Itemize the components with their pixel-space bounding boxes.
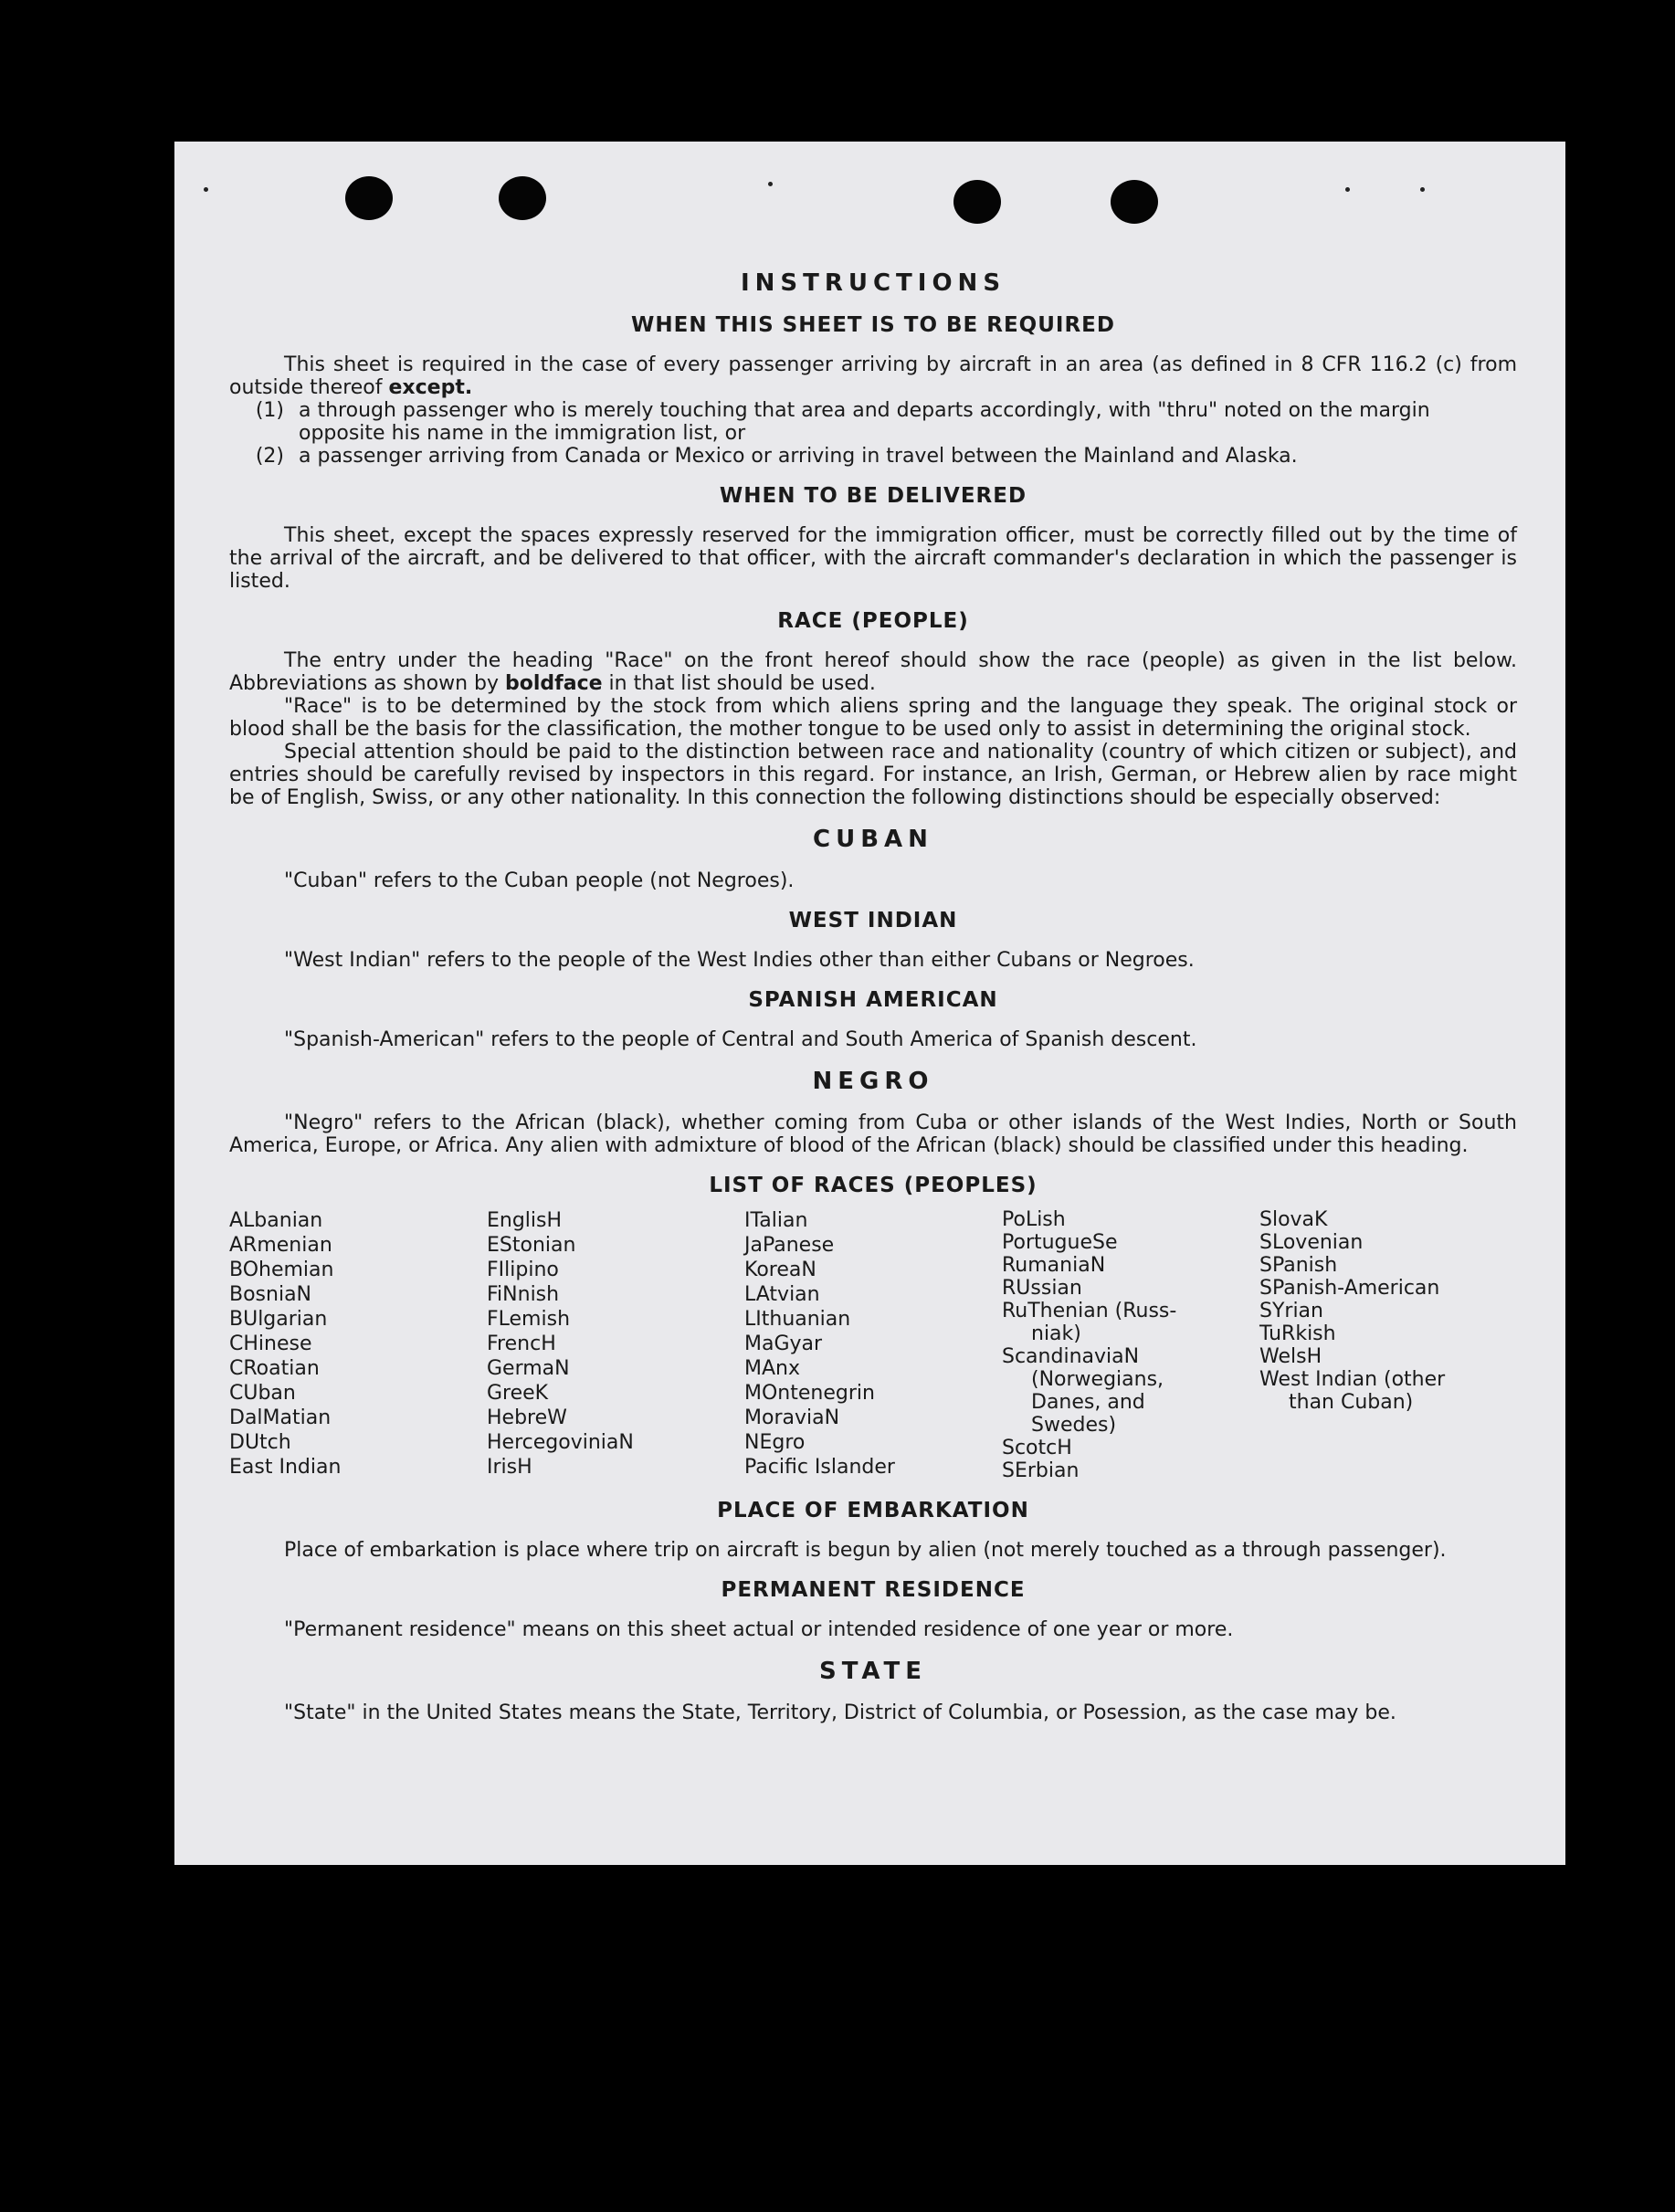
race-item: ITalian: [744, 1209, 808, 1232]
race-item: CHinese: [229, 1332, 312, 1355]
punch-hole: [345, 176, 393, 220]
negro-text: "Negro" refers to the African (black), whether coming from Cuba or other islands of the West Indies, North or South America, Europe, or Africa. Any alien with admixture of blood of the African (black) should be classified under this heading.: [229, 1111, 1517, 1157]
race-paragraph-2: "Race" is to be determined by the stock from which aliens spring and the language they speak. The original stock or blood shall be the basis for the classification, the mother tongue to be used only to assist in determining the original stock.: [229, 695, 1517, 741]
instruction-sheet: [174, 142, 1565, 1865]
race-item: FiNnish: [487, 1283, 560, 1306]
race-paragraph-3: Special attention should be paid to the distinction between race and nationality (country of which citizen or subject), and entries should be carefully revised by inspectors in this regard. For instance, an Irish, German, or Hebrew alien by race might be of English, Swiss, or any other nationality. In this connection the following distinctions should be especially observed:: [229, 741, 1517, 809]
heading-cuban: CUBAN: [813, 826, 933, 853]
race-item: MaGyar: [744, 1332, 823, 1355]
race-item: Pacific Islander: [744, 1456, 895, 1479]
heading-when-delivered: WHEN TO BE DELIVERED: [719, 484, 1027, 508]
heading-negro: NEGRO: [812, 1068, 934, 1095]
speck: [1345, 187, 1350, 192]
race-item: MAnx: [744, 1357, 800, 1380]
race-item: BOhemian: [229, 1259, 334, 1281]
race-item: BUlgarian: [229, 1308, 328, 1331]
race-item: FIlipino: [487, 1259, 559, 1281]
race-item: SPanish-American: [1259, 1277, 1440, 1300]
race-item: ScandinaviaN: [1002, 1345, 1140, 1368]
race-item: RumaniaN: [1002, 1254, 1106, 1277]
race-item: SPanish: [1259, 1254, 1338, 1277]
race-item: EnglisH: [487, 1209, 563, 1232]
race-item: WelsH: [1259, 1345, 1322, 1368]
race-item: DUtch: [229, 1431, 291, 1454]
delivered-paragraph: This sheet, except the spaces expressly reserved for the immigration officer, must be correctly filled out by the time of the arrival of the aircraft, and be delivered to that officer, with the aircraft commander's declaration in which the passenger is listed.: [229, 524, 1517, 593]
heading-west-indian: WEST INDIAN: [788, 909, 958, 932]
race-paragraph-1: The entry under the heading "Race" on the front hereof should show the race (people) as given in the list below. Abbreviations as shown by boldface in that list should be used.: [229, 649, 1517, 695]
race-item: MOntenegrin: [744, 1382, 875, 1405]
race-item: CRoatian: [229, 1357, 320, 1380]
race-item: Swedes): [1031, 1414, 1117, 1437]
races-column-1: [229, 1208, 487, 1482]
race-item: FLemish: [487, 1308, 571, 1331]
race-item: GreeK: [487, 1382, 549, 1405]
punch-hole: [1111, 180, 1158, 224]
race-item: JaPanese: [744, 1234, 835, 1257]
condition-item: (1) a through passenger who is merely touching that area and departs accordingly, with "thru" noted on the margin opposite his name in the immigration list, or: [255, 399, 1430, 445]
race-item: RuThenian (Russ-: [1002, 1300, 1177, 1322]
race-item: than Cuban): [1289, 1391, 1414, 1414]
race-item: ARmenian: [229, 1234, 332, 1257]
races-column-4: [1002, 1208, 1259, 1482]
race-item: Danes, and: [1031, 1391, 1145, 1414]
punch-hole: [953, 180, 1001, 224]
race-item: SlovaK: [1259, 1208, 1328, 1231]
content: [229, 269, 1517, 1724]
race-item: SErbian: [1002, 1459, 1080, 1482]
race-item: ScotcH: [1002, 1437, 1072, 1459]
cuban-text: "Cuban" refers to the Cuban people (not Negroes).: [284, 869, 795, 892]
heading-state: STATE: [818, 1658, 928, 1685]
race-item: DalMatian: [229, 1406, 332, 1429]
heading-spanish-american: SPANISH AMERICAN: [748, 988, 998, 1012]
heading-when-required: WHEN THIS SHEET IS TO BE REQUIRED: [631, 313, 1115, 337]
speck: [1420, 187, 1425, 192]
race-item: LIthuanian: [744, 1308, 851, 1331]
condition-item: (2) a passenger arriving from Canada or Mexico or arriving in travel between the Mainland and Alaska.: [255, 445, 1298, 468]
heading-race: RACE (PEOPLE): [777, 609, 969, 633]
race-item: HercegoviniaN: [487, 1431, 634, 1454]
race-item: GermaN: [487, 1357, 570, 1380]
embarkation-text: Place of embarkation is place where trip on aircraft is begun by alien (not merely touched as a through passenger).: [284, 1539, 1447, 1562]
speck: [204, 187, 208, 192]
race-item: KoreaN: [744, 1259, 816, 1281]
race-item: LAtvian: [744, 1283, 820, 1306]
race-item: FrencH: [487, 1332, 556, 1355]
races-column-2: [487, 1208, 744, 1482]
spanish-american-text: "Spanish-American" refers to the people of Central and South America of Spanish descent.: [284, 1028, 1197, 1051]
race-item: TuRkish: [1259, 1322, 1336, 1345]
race-item: PoLish: [1002, 1208, 1066, 1231]
race-item: NEgro: [744, 1431, 806, 1454]
race-item: ALbanian: [229, 1209, 323, 1232]
race-item: SYrian: [1259, 1300, 1323, 1322]
race-item: PortugueSe: [1002, 1231, 1118, 1254]
race-item: niak): [1031, 1322, 1081, 1345]
race-item: MoraviaN: [744, 1406, 840, 1429]
heading-permanent-residence: PERMANENT RESIDENCE: [721, 1578, 1026, 1602]
race-item: (Norwegians,: [1031, 1368, 1164, 1391]
race-item: IrisH: [487, 1456, 532, 1479]
race-item: RUssian: [1002, 1277, 1082, 1300]
page-title: INSTRUCTIONS: [740, 269, 1006, 297]
race-item: EStonian: [487, 1234, 576, 1257]
speck: [768, 182, 773, 186]
race-item: BosniaN: [229, 1283, 312, 1306]
race-item: East Indian: [229, 1456, 342, 1479]
races-list: [229, 1208, 1517, 1482]
state-text: "State" in the United States means the State, Territory, District of Columbia, or Posession, as the case may be.: [284, 1701, 1396, 1724]
races-column-3: [744, 1208, 1002, 1482]
intro-paragraph: This sheet is required in the case of every passenger arriving by aircraft in an area (as defined in 8 CFR 116.2 (c) from outside thereof except.: [229, 353, 1517, 399]
punch-hole: [499, 176, 546, 220]
heading-list-of-races: LIST OF RACES (PEOPLES): [709, 1174, 1038, 1197]
residence-text: "Permanent residence" means on this sheet actual or intended residence of one year or more.: [284, 1618, 1234, 1641]
heading-embarkation: PLACE OF EMBARKATION: [717, 1499, 1029, 1522]
races-column-5: [1259, 1208, 1517, 1482]
race-item: HebreW: [487, 1406, 567, 1429]
race-item: West Indian (other: [1259, 1368, 1446, 1391]
race-item: SLovenian: [1259, 1231, 1364, 1254]
race-item: CUban: [229, 1382, 296, 1405]
west-indian-text: "West Indian" refers to the people of the West Indies other than either Cubans or Negroes.: [284, 949, 1195, 972]
